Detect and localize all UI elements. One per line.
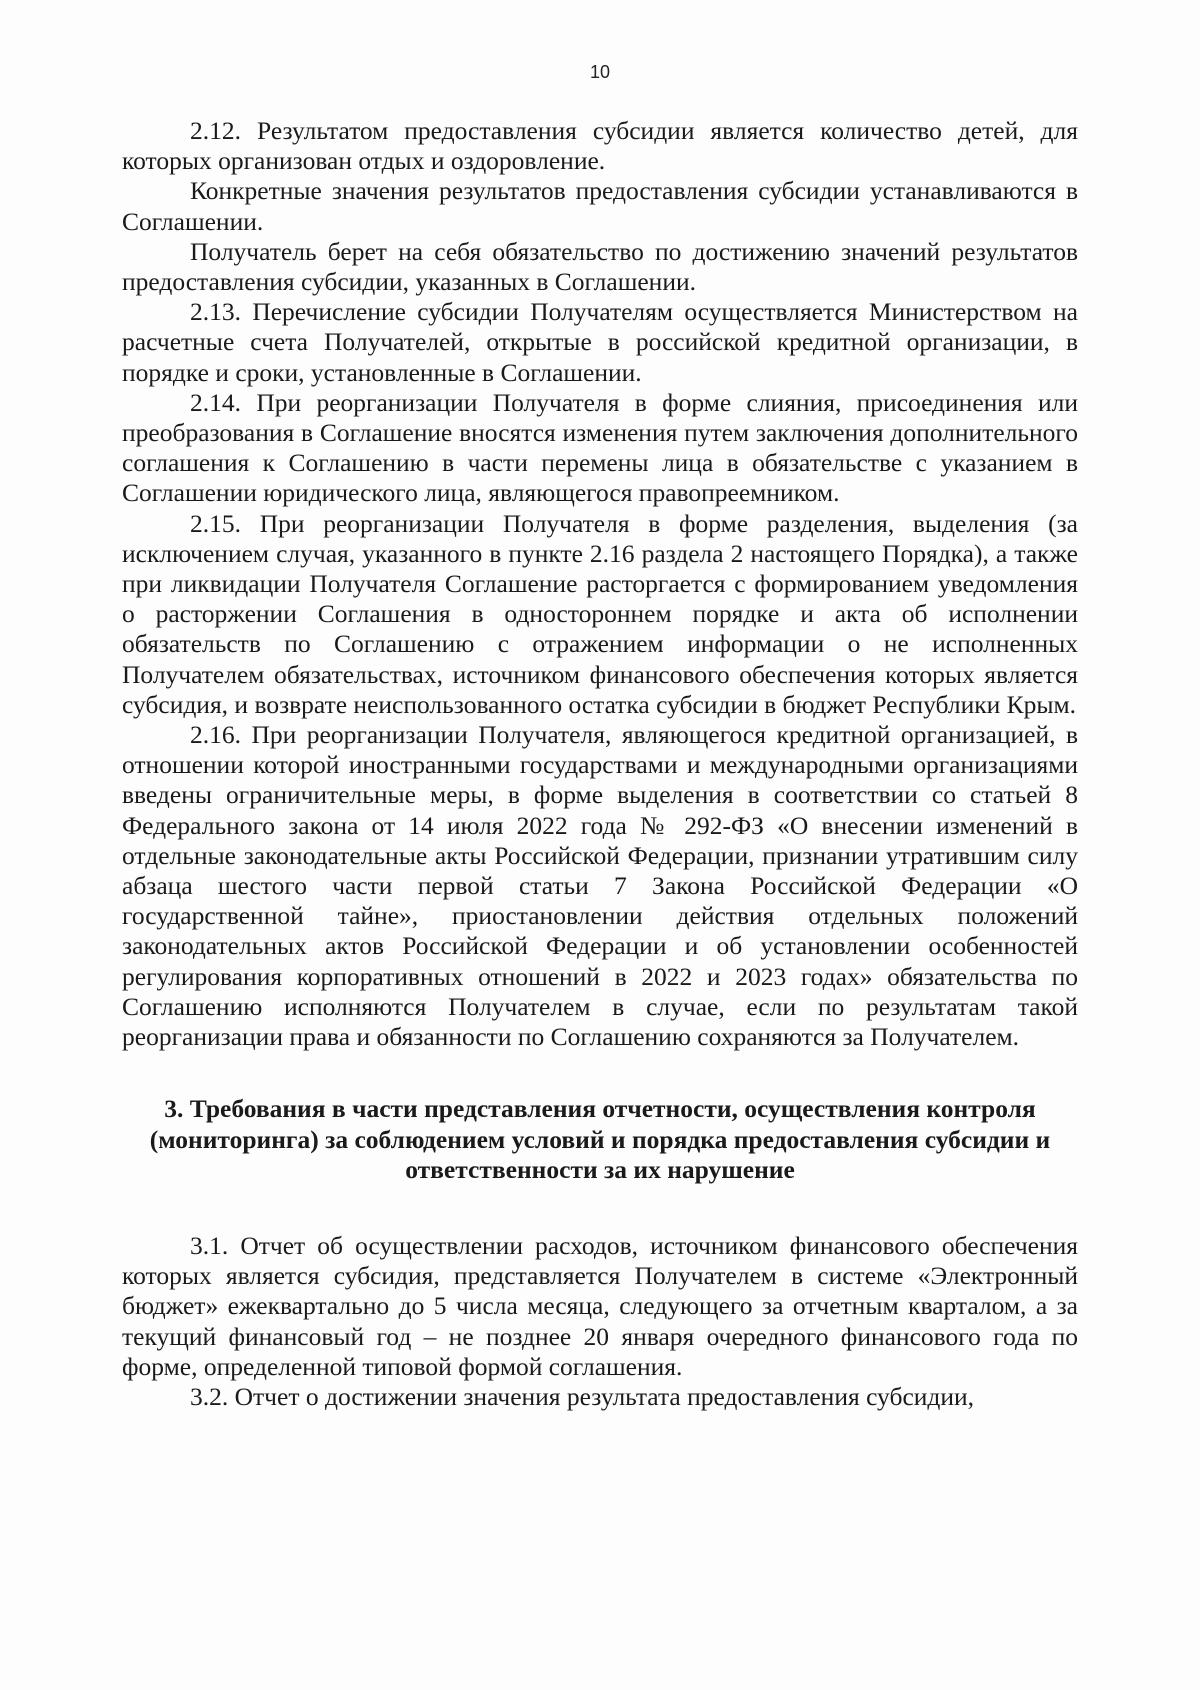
paragraph-2-12-values: Конкретные значения результатов предоставления субсидии устанавливаются в Соглашении. (122, 176, 1078, 236)
section-3-heading: 3. Требования в части представления отчетности, осуществления контроля (мониторинга) за соблюдением условий и порядка предоставления субсидии и ответственности за их нарушение (149, 1094, 1051, 1184)
paragraph-2-12-obligation: Получатель берет на себя обязательство по достижению значений результатов предоставления субсидии, указанных в Соглашении. (122, 236, 1078, 297)
paragraph-2-16: 2.16. При реорганизации Получателя, являющегося кредитной организацией, в отношении которой иностранными государствами и международными организациями введены ограничительные меры, в форме выделения в соответствии со статьей 8 Федерального закона от 14 июля 2022 года № 292-ФЗ «О внесении изменений в отдельные законодательные акты Российской Федерации, признании утратившим силу абзаца шестого части первой статьи 7 Закона Российской Федерации «О государственной тайне», приостановлении действия отдельных положений законодательных актов Российской Федерации и об установлении особенностей регулирования корпоративных отношений в 2022 и 2023 годах» обязательства по Соглашению исполняются Получателем в случае, если по результатам такой реорганизации права и обязанности по Соглашению сохраняются за Получателем. (122, 720, 1078, 1052)
paragraph-2-14: 2.14. При реорганизации Получателя в форме слияния, присоединения или преобразования в Соглашение вносятся изменения путем заключения дополнительного соглашения к Соглашению в части перемены лица в обязательстве с указанием в Соглашении юридического лица, являющегося правопреемником. (122, 387, 1078, 508)
paragraph-2-12: 2.12. Результатом предоставления субсидии является количество детей, для которых организован отдых и оздоровление. (122, 116, 1078, 176)
document-body (122, 116, 1078, 1412)
paragraph-3-1: 3.1. Отчет об осуществлении расходов, источником финансового обеспечения которых является субсидия, представляется Получателем в системе «Электронный бюджет» ежеквартально до 5 числа месяца, следующего за отчетным кварталом, а за текущий финансовый год – не позднее 20 января очередного финансового года по форме, определенной типовой формой соглашения. (122, 1230, 1078, 1381)
paragraph-3-2: 3.2. Отчет о достижении значения результата предоставления субсидии, (190, 1381, 975, 1411)
paragraph-2-15: 2.15. При реорганизации Получателя в форме разделения, выделения (за исключением случая, указанного в пункте 2.16 раздела 2 настоящего Порядка), а также при ликвидации Получателя Соглашение расторгается с формированием уведомления о расторжении Соглашения в одностороннем порядке и акта об исполнении обязательств по Соглашению с отражением информации о не исполненных Получателем обязательствах, источником финансового обеспечения которых является субсидия, и возврате неиспользованного остатка субсидии в бюджет Республики Крым. (122, 508, 1078, 719)
page-number: 10 (589, 62, 611, 82)
paragraph-2-13: 2.13. Перечисление субсидии Получателям осуществляется Министерством на расчетные счета Получателей, открытые в российской кредитной организации, в порядке и сроки, установленные в Соглашении. (122, 297, 1078, 387)
